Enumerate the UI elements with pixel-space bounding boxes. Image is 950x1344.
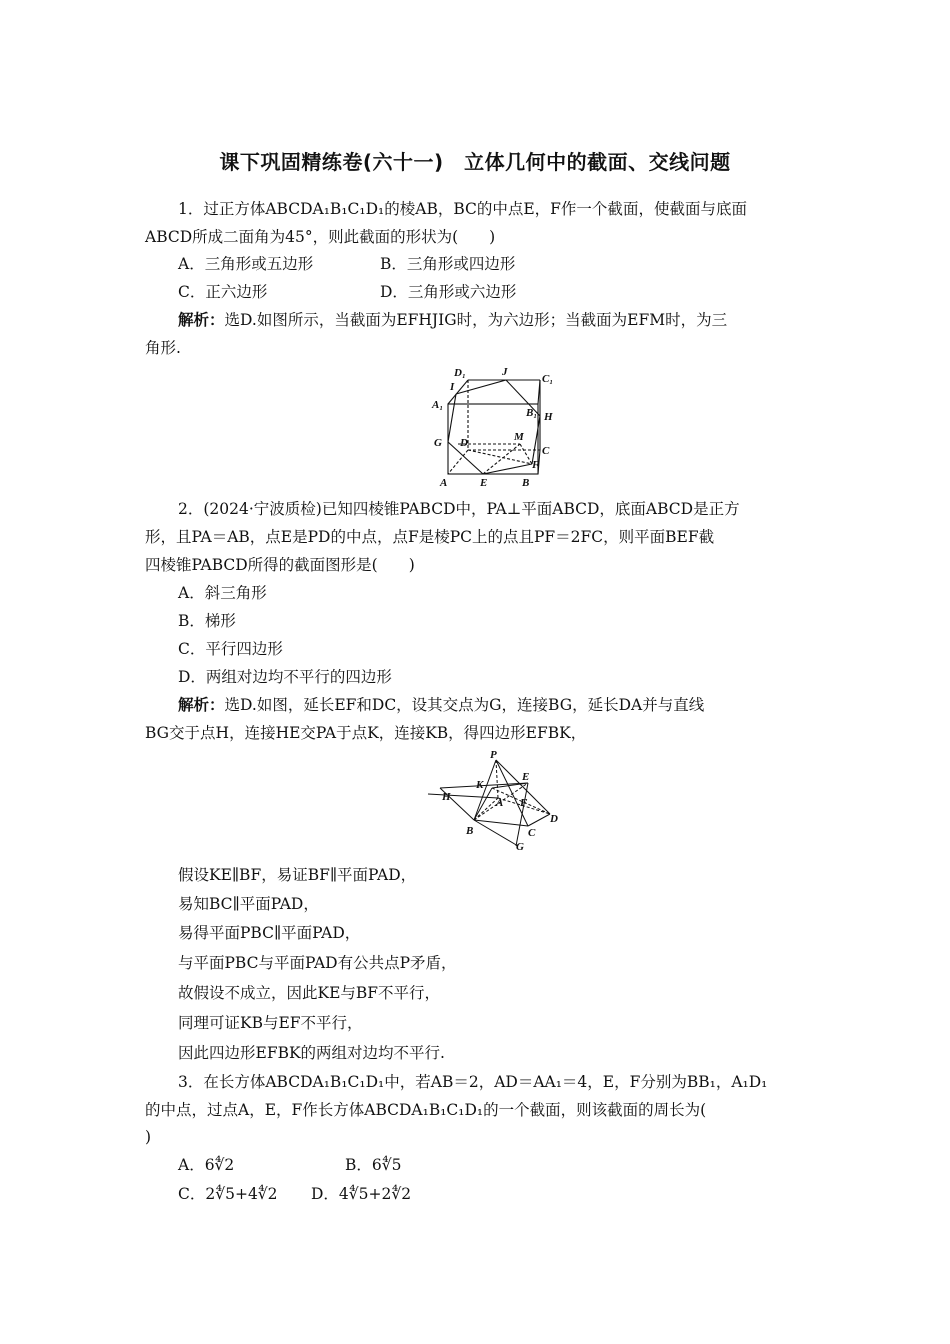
label-J: J	[502, 366, 508, 378]
q2-step-2: 易知BC∥平面PAD，	[178, 895, 319, 913]
q2-option-b: B．梯形	[178, 612, 236, 630]
label-B: B	[522, 477, 530, 489]
label-D: D	[550, 813, 558, 825]
label-A: A	[496, 797, 504, 809]
q2-solution-text: 选D.如图，延长EF和DC，设其交点为G，连接BG，延长DA并与直线	[224, 696, 705, 714]
label-C: C	[542, 445, 550, 457]
label-F: F	[520, 797, 528, 809]
q1-option-b: B．三角形或四边形	[380, 255, 516, 273]
solution-label: 解析：	[178, 695, 225, 714]
q2-line1: 2．(2024·宁波质检)已知四棱锥PABCD中，PA⊥平面ABCD，底面ABCD是正方	[178, 500, 740, 518]
q3-option-a: A．6∜2	[178, 1156, 235, 1174]
q2-step-4: 与平面PBC与平面PAD有公共点P矛盾，	[178, 954, 457, 972]
q3-option-d: D．4∜5+2∜2	[311, 1185, 412, 1203]
q1-option-c: C．正六边形	[178, 283, 268, 301]
label-H: H	[442, 791, 451, 803]
q3-line2: 的中点，过点A，E，F作长方体ABCDA₁B₁C₁D₁的一个截面，则该截面的周长为(	[145, 1101, 707, 1119]
q2-step-3: 易得平面PBC∥平面PAD，	[178, 924, 361, 942]
q2-solution-line1	[178, 694, 704, 716]
page-title: 课下巩固精练卷(六十一) 立体几何中的截面、交线问题	[219, 150, 731, 174]
q3-option-c: C．2∜5+4∜2	[178, 1185, 278, 1203]
q2-step-5: 故假设不成立，因此KE与BF不平行，	[178, 984, 441, 1002]
label-A: A	[440, 477, 448, 489]
label-H: H	[544, 411, 553, 423]
q2-line3: 四棱锥PABCD所得的截面图形是( )	[145, 556, 415, 574]
label-D: D	[460, 437, 468, 449]
q2-step-6: 同理可证KB与EF不平行，	[178, 1014, 363, 1032]
label-F: F	[532, 459, 540, 471]
q1-line1: 1．过正方体ABCDA₁B₁C₁D₁的棱AB，BC的中点E，F作一个截面，使截面与底面	[178, 200, 747, 218]
solution-label: 解析：	[178, 310, 225, 329]
label-C: C	[528, 827, 536, 839]
q2-option-d: D．两组对边均不平行的四边形	[178, 668, 392, 686]
q2-step-7: 因此四边形EFBK的两组对边均不平行.	[178, 1044, 445, 1062]
q1-solution-text: 选D.如图所示，当截面为EFHJIG时，为六边形；当截面为EFM时，为三	[224, 311, 728, 329]
figure-pyramid	[420, 750, 570, 854]
label-A1: A₁	[432, 399, 444, 411]
q2-option-a: A．斜三角形	[178, 584, 267, 602]
label-K: K	[476, 779, 484, 791]
q1-option-d: D．三角形或六边形	[380, 283, 517, 301]
label-P: P	[490, 750, 497, 761]
label-E: E	[480, 477, 488, 489]
label-M: M	[514, 431, 524, 443]
q3-line3: )	[145, 1128, 152, 1146]
q3-option-b: B．6∜5	[345, 1156, 402, 1174]
figure-cube	[428, 364, 560, 490]
q2-option-c: C．平行四边形	[178, 640, 283, 658]
label-D1: D₁	[454, 367, 466, 379]
label-G: G	[434, 437, 442, 449]
q1-solution-line1	[178, 309, 727, 331]
label-C1: C₁	[542, 373, 554, 385]
q2-solution-line2: BG交于点H，连接HE交PA于点K，连接KB，得四边形EFBK，	[145, 724, 587, 742]
label-G: G	[516, 841, 524, 853]
q1-solution-line2: 角形.	[145, 339, 181, 357]
label-E: E	[522, 771, 530, 783]
q1-line2: ABCD所成二面角为45°，则此截面的形状为( )	[145, 228, 496, 246]
label-B1: B₁	[526, 407, 538, 419]
label-B: B	[466, 825, 474, 837]
label-I: I	[450, 381, 455, 393]
q1-option-a: A．三角形或五边形	[178, 255, 314, 273]
q2-step-1: 假设KE∥BF，易证BF∥平面PAD，	[178, 866, 417, 884]
q2-line2: 形，且PA＝AB，点E是PD的中点，点F是棱PC上的点且PF＝2FC，则平面BEF截	[145, 528, 715, 546]
q3-line1: 3．在长方体ABCDA₁B₁C₁D₁中，若AB＝2，AD＝AA₁＝4，E，F分别为BB₁，A₁D₁	[178, 1073, 768, 1091]
